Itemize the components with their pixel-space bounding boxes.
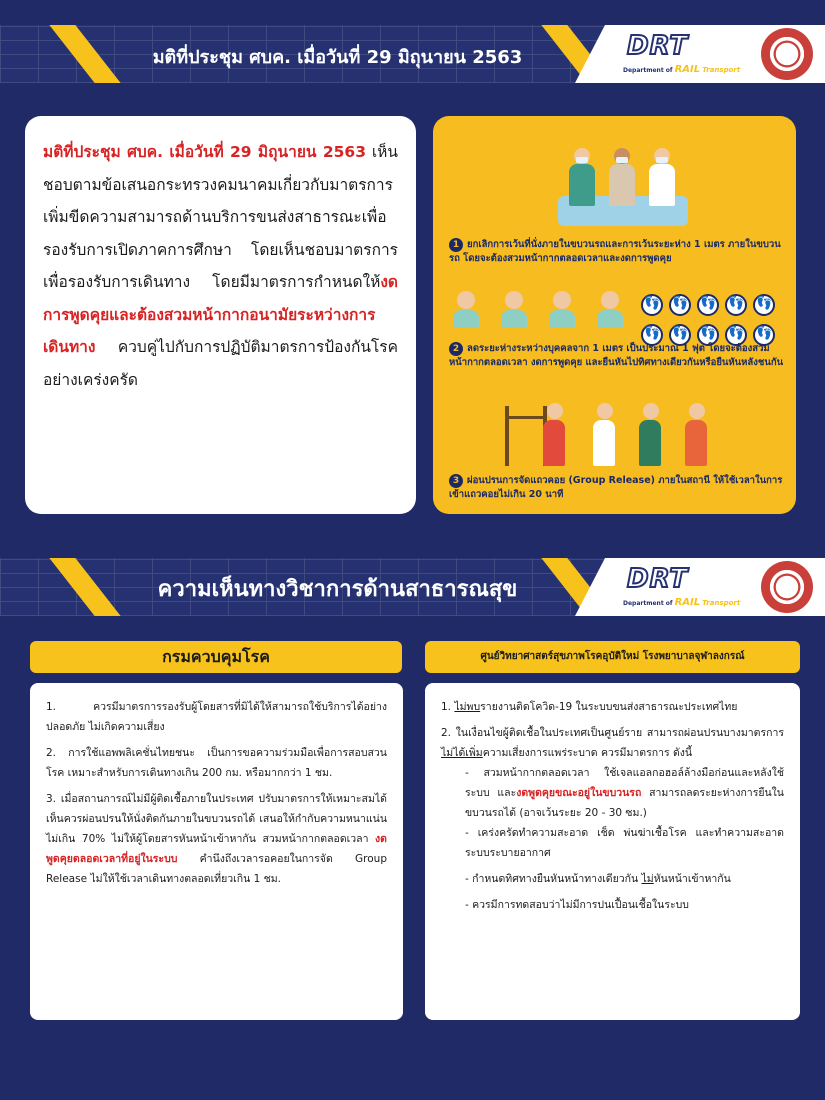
face-mask-icon [576, 157, 588, 163]
queue-person-head [547, 403, 563, 419]
ddc-label: กรมควบคุมโรค [30, 641, 402, 673]
queue-person [543, 420, 565, 466]
drt-logo-mark: DRT [627, 564, 689, 594]
queue-person-head [597, 403, 613, 419]
header-banner-top [0, 25, 825, 83]
step-2-number: 2 [449, 342, 463, 356]
chula-card [425, 683, 800, 1020]
footprint-icon [697, 294, 719, 316]
resolution-highlight: งดการพูดคุยและต้องสวมหน้ากากอนามัยระหว่างการเดินทาง [43, 273, 398, 356]
resolution-body: เห็นชอบตามข้อเสนอกระทรวงคมนาคมเกี่ยวกับมาตรการเพิ่มขีดความสามารถด้านบริการขนส่งสาธารณะเพื่อรองรับการเปิดภาคการศึกษา โดยเห็นชอบมาตรการเพื่อรองรับการเดินทาง โดยมีมาตรการกำหนดให้ [43, 143, 398, 291]
ministry-seal-icon [761, 561, 813, 613]
face-shield-person-icon [505, 291, 523, 309]
chula-item-2: 2. ในเงื่อนไขผู้ติดเชื้อในประเทศเป็นศูนย์ราย สามารถผ่อนปรนบางมาตรการ ไม่ได้เพิ่มความเสี่ยงการแพร่ระบาด ควรมีมาตรการ ดังนี้ [441, 727, 784, 759]
passenger-figure [549, 310, 575, 328]
drt-logo-mark: DRT [627, 31, 689, 61]
chula-sub-3: - กำหนดทิศทางยืนหันหน้าทางเดียวกัน ไม่หันหน้าเข้าหากัน [465, 873, 731, 885]
footprint-icon [753, 294, 775, 316]
ddc-item-1: 1. ควรมีมาตรการรองรับผู้โดยสารที่มิได้ให้สามารถใช้บริการได้อย่างปลอดภัย ไม่เกิดความเสี่ยง [46, 701, 387, 733]
face-shield-person-icon [553, 291, 571, 309]
page-title: มติที่ประชุม ศบค. เมื่อวันที่ 29 มิถุนายน 2563 [152, 47, 523, 68]
queue-person [639, 420, 661, 466]
passenger-figure [569, 164, 595, 206]
queue-post-icon [505, 406, 509, 466]
queue-rope [507, 416, 545, 419]
face-mask-icon [656, 157, 668, 163]
measure-step-1: 1 ยกเลิกการเว้นที่นั่งภายในขบวนรถและการเว้นระยะห่าง 1 เมตร ภายในขบวนรถ โดยจะต้องสวมหน้ากากตลอดเวลาและงดการพูดคุย [449, 239, 781, 264]
face-mask-icon [616, 157, 628, 163]
ddc-item-2: 2. การใช้แอพพลิเคชั่นไทยชนะ เป็นการขอความร่วมมือเพื่อการสอบสวนโรค เหมาะสำหรับการเดินทางเกิน 200 กม. หรือมากกว่า 1 ชม. [46, 747, 387, 779]
chula-sub-4: - ควรมีการทดสอบว่าไม่มีการปนเปื้อนเชื้อในระบบ [465, 899, 689, 911]
chula-label: ศูนย์วิทยาศาสตร์สุขภาพโรคอุบัติใหม่ โรงพยาบาลจุฬาลงกรณ์ [425, 641, 800, 673]
resolution-paragraph [43, 136, 398, 396]
chula-sub-1-highlight: งดพูดคุยขณะอยู่ในขบวนรถ [516, 787, 642, 799]
chula-sub-1: - สวมหน้ากากตลอดเวลา ใช้เจลแอลกอฮอล์ล้างมือก่อนและหลังใช้ระบบ และงดพูดคุยขณะอยู่ในขบวนรถ สามารถลดระยะห่างการยืนในขบวนรถได้ (อาจเว้นระยะ 20 - 30 ซม.) [465, 767, 784, 819]
drt-logo [623, 564, 741, 612]
resolution-body-end: ควบคู่ไปกับการปฏิบัติมาตรการป้องกันโรคอย่างเคร่งครัด [43, 338, 398, 389]
measure-step-3: 3 ผ่อนปรนการจัดแถวคอย (Group Release) ภายในสถานี ให้ใช้เวลาในการเข้าแถวคอยไม่เกิน 20 นาที [449, 475, 783, 500]
queue-person-head [689, 403, 705, 419]
footprint-icon [669, 294, 691, 316]
ddc-card [30, 683, 403, 1020]
footprint-icon [725, 294, 747, 316]
drt-logo [623, 31, 741, 79]
queue-person [593, 420, 615, 466]
passenger-figure [609, 164, 635, 206]
ministry-seal-icon [761, 28, 813, 80]
queue-person-head [643, 403, 659, 419]
resolution-card [25, 116, 416, 514]
passenger-figure [597, 310, 623, 328]
face-shield-person-icon [601, 291, 619, 309]
passenger-figure [501, 310, 527, 328]
passenger-figure [649, 164, 675, 206]
ddc-item-3-highlight: งดพูดคุยตลอดเวลาที่อยู่ในระบบ [46, 833, 387, 865]
footprint-icon [641, 294, 663, 316]
measure-step-2: 2 ลดระยะห่างระหว่างบุคคลจาก 1 เมตร เป็นประมาณ 1 ฟุต โดยจะต้องสวมหน้ากากตลอดเวลา งดการพูดคุย และยืนหันไปทิศทางเดียวกันหรือยืนหันหลังชนกัน [449, 343, 784, 368]
queue-person [685, 420, 707, 466]
ddc-item-3: 3. เมื่อสถานการณ์ไม่มีผู้ติดเชื้อภายในประเทศ ปรับมาตรการให้เหมาะสมได้ เห็นควรผ่อนปรนให้นั่งติดกันภายในขบวนรถได้ เสนอให้กำกับความหนาแน่นไม่เกิน 70% ไม่ให้ผู้โดยสารหันหน้าเข้าหากัน สวมหน้ากากตลอดเวลา งดพูดคุยตลอดเวลาที่อยู่ในระบบ คำนึงถึงเวลารอคอยในการจัด Group Release ไม่ให้ใช้เวลาเดินทางตลอดเที่ยวเกิน 1 ชม. [46, 793, 387, 885]
chula-item-1: 1. ไม่พบรายงานติดโควิด-19 ในระบบขนส่งสาธารณะประเทศไทย [441, 701, 738, 713]
step-1-number: 1 [449, 238, 463, 252]
infographic-panel [433, 116, 796, 514]
drt-logo-subtitle: Department of RAIL Transport [623, 64, 741, 75]
face-shield-person-icon [457, 291, 475, 309]
resolution-heading: มติที่ประชุม ศบค. เมื่อวันที่ 29 มิถุนายน 2563 [43, 143, 366, 161]
drt-logo-subtitle: Department of RAIL Transport [623, 597, 741, 608]
header-banner-public-health [0, 558, 825, 616]
passenger-figure [453, 310, 479, 328]
section-title: ความเห็นทางวิชาการด้านสาธารณสุข [157, 577, 518, 602]
step-3-number: 3 [449, 474, 463, 488]
chula-sub-2: - เคร่งครัดทำความสะอาด เช็ด พ่นฆ่าเชื้อโรค และทำความสะอาดระบบระบายอากาศ [465, 827, 784, 859]
